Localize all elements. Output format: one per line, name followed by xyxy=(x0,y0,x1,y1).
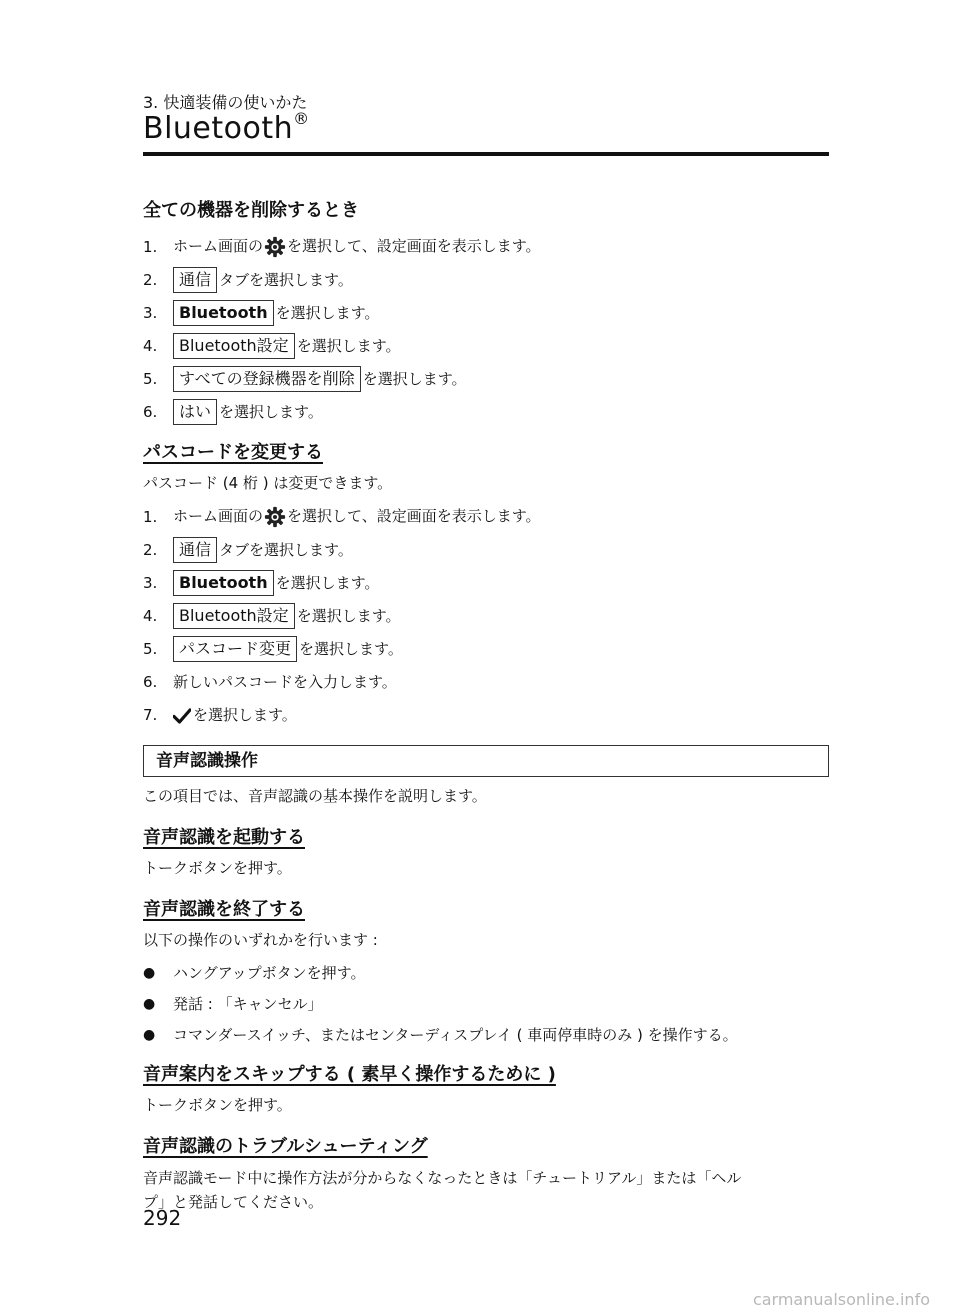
title-text: Bluetooth xyxy=(143,111,294,146)
step-text: ホーム画面の xyxy=(173,507,264,526)
step-number: 3. xyxy=(143,573,158,592)
ui-key-label: はい xyxy=(173,399,217,425)
voice-skip-text: トークボタンを押す。 xyxy=(143,1096,292,1114)
voice-start-text: トークボタンを押す。 xyxy=(143,859,292,877)
bullet-text: コマンダースイッチ、またはセンターディスプレイ ( 車両停車時のみ ) を操作する。 xyxy=(173,1026,738,1044)
step-text: を選択して、設定画面を表示します。 xyxy=(287,237,541,256)
step-text: を選択します。 xyxy=(296,606,401,625)
ui-key-label: Bluetooth xyxy=(173,570,274,596)
bullet-item xyxy=(143,988,833,1019)
chapter-label: 3. 快適装備の使いかた xyxy=(143,93,308,112)
step-text: を選択します。 xyxy=(296,336,401,355)
step-body xyxy=(173,570,379,596)
gear-icon xyxy=(264,506,286,528)
voice-end-intro: 以下の操作のいずれかを行います : xyxy=(143,931,378,949)
passcode-step xyxy=(143,500,833,533)
ui-key-label: すべての登録機器を削除 xyxy=(173,366,361,392)
delete-step xyxy=(143,329,833,362)
step-body xyxy=(173,671,397,692)
passcode-steps-list xyxy=(143,500,833,731)
passcode-intro: パスコード (4 桁 ) は変更できます。 xyxy=(143,474,393,492)
passcode-step xyxy=(143,566,833,599)
voice-trouble-text: 音声認識モード中に操作方法が分からなくなったときは「チュートリアル」または「ヘル プ」と発話してください。 xyxy=(143,1169,742,1211)
ui-key-label: 通信 xyxy=(173,537,217,563)
step-text: ホーム画面の xyxy=(173,237,264,256)
step-body xyxy=(173,235,541,258)
bullet-item xyxy=(143,1019,833,1050)
bullet-dot: ● xyxy=(143,995,156,1012)
ui-key-label: 通信 xyxy=(173,267,217,293)
step-number: 4. xyxy=(143,336,158,355)
step-body xyxy=(173,333,401,359)
delete-step xyxy=(143,263,833,296)
voice-intro: この項目では、音声認識の基本操作を説明します。 xyxy=(143,787,487,805)
step-text: を選択します。 xyxy=(299,639,403,658)
step-body xyxy=(173,704,297,725)
step-text: を選択します。 xyxy=(275,303,380,322)
ui-key-label: Bluetooth設定 xyxy=(173,333,295,359)
step-number: 6. xyxy=(143,402,158,421)
step-text: タブを選択します。 xyxy=(219,540,353,559)
voice-end-heading: 音声認識を終了する xyxy=(143,899,305,920)
step-number: 2. xyxy=(143,540,158,559)
step-body xyxy=(173,300,379,326)
checkmark-icon xyxy=(173,708,191,724)
step-text: を選択します。 xyxy=(275,573,380,592)
step-number: 2. xyxy=(143,270,158,289)
title-rule xyxy=(143,152,829,156)
bullet-dot: ● xyxy=(143,964,156,981)
bullet-text: 発話 : 「キャンセル」 xyxy=(173,995,323,1013)
passcode-step xyxy=(143,632,833,665)
step-body xyxy=(173,267,353,293)
step-number: 3. xyxy=(143,303,158,322)
step-body xyxy=(173,399,323,425)
step-text: を選択します。 xyxy=(193,706,297,724)
step-number: 4. xyxy=(143,606,158,625)
step-number: 7. xyxy=(143,705,158,724)
step-text: を選択します。 xyxy=(362,369,467,388)
delete-step xyxy=(143,395,833,428)
step-body xyxy=(173,505,541,528)
page-content xyxy=(143,196,833,1220)
step-text: タブを選択します。 xyxy=(219,270,353,289)
delete-step xyxy=(143,230,833,263)
step-number: 6. xyxy=(143,672,158,691)
ui-key-label: パスコード変更 xyxy=(173,636,297,662)
step-body xyxy=(173,603,401,629)
step-number: 5. xyxy=(143,369,158,388)
step-body xyxy=(173,636,403,662)
step-number: 5. xyxy=(143,639,158,658)
voice-end-bullets xyxy=(143,957,833,1050)
passcode-heading: パスコードを変更する xyxy=(143,442,323,463)
ui-key-label: Bluetooth xyxy=(173,300,274,326)
step-body xyxy=(173,537,353,563)
passcode-step xyxy=(143,599,833,632)
bullet-item xyxy=(143,957,833,988)
step-number: 1. xyxy=(143,507,158,526)
passcode-step xyxy=(143,665,833,698)
delete-step xyxy=(143,296,833,329)
voice-skip-heading: 音声案内をスキップする ( 素早く操作するために ) xyxy=(143,1064,556,1085)
voice-trouble-heading: 音声認識のトラブルシューティング xyxy=(143,1136,428,1157)
step-number: 1. xyxy=(143,237,158,256)
ui-key-label: Bluetooth設定 xyxy=(173,603,295,629)
voice-start-heading: 音声認識を起動する xyxy=(143,827,305,848)
delete-all-heading: 全ての機器を削除するとき xyxy=(143,200,359,221)
delete-steps-list xyxy=(143,230,833,428)
registered-mark: ® xyxy=(293,109,310,128)
step-text: を選択します。 xyxy=(219,402,323,421)
page-title xyxy=(143,111,310,146)
bullet-text: ハングアップボタンを押す。 xyxy=(173,964,366,982)
step-body xyxy=(173,366,467,392)
step-text: を選択して、設定画面を表示します。 xyxy=(287,507,541,526)
bullet-dot: ● xyxy=(143,1026,156,1043)
voice-box-heading: 音声認識操作 xyxy=(143,745,829,777)
page-number: 292 xyxy=(143,1206,182,1230)
delete-step xyxy=(143,362,833,395)
step-text: 新しいパスコードを入力します。 xyxy=(173,673,397,691)
passcode-step xyxy=(143,698,833,731)
footer-watermark: carmanualsonline.info xyxy=(752,1290,930,1309)
gear-icon xyxy=(264,236,286,258)
passcode-step xyxy=(143,533,833,566)
